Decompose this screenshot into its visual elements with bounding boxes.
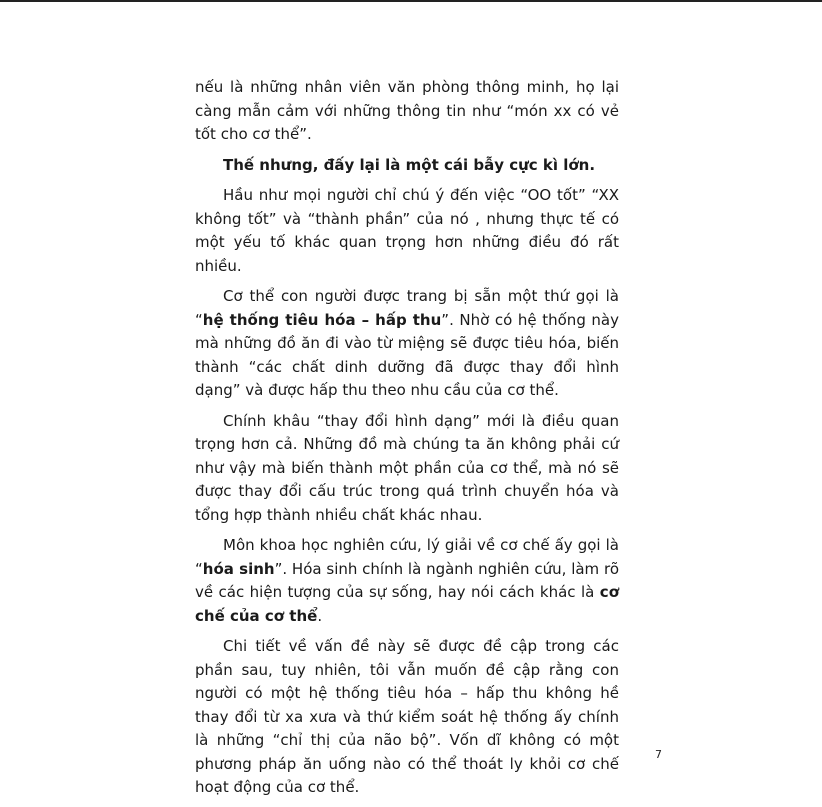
bold-text-run: cơ chế của cơ thể <box>195 583 619 625</box>
bold-text-run: Thế nhưng, đấy lại là một cái bẫy cực kì lớn. <box>223 155 596 174</box>
paragraph <box>195 534 619 628</box>
text-run: Môn khoa học nghiên cứu, lý giải về cơ chế ấy gọi là “ <box>195 536 619 578</box>
text-run: Hầu như mọi người chỉ chú ý đến việc “OO tốt” “XX không tốt” và “thành phần” của nó , nhưng thực tế có một yếu tố khác quan trọng hơn những điều đó rất nhiều. <box>195 186 619 275</box>
paragraph-bold-statement <box>195 154 619 178</box>
bold-text-run: hệ thống tiêu hóa – hấp thu <box>202 310 442 329</box>
text-run: ”. Nhờ có hệ thống này mà những đồ ăn đi vào từ miệng sẽ được tiêu hóa, biến thành “các chất dinh dưỡng đã được thay đổi hình dạng” và được hấp thu theo nhu cầu của cơ thể. <box>195 310 620 399</box>
text-run: ”. Hóa sinh chính là ngành nghiên cứu, làm rõ về các hiện tượng của sự sống, hay nói cách khác là <box>195 559 619 601</box>
text-run: Chính khâu “thay đổi hình dạng” mới là điều quan trọng hơn cả. Những đồ mà chúng ta ăn không phải cứ như vậy mà biến thành một phần của cơ thể, mà nó sẽ được thay đổi cấu trúc trong quá trình chuyển hóa và tổng hợp thành nhiều chất khác nhau. <box>195 411 619 524</box>
book-page-body <box>195 76 619 807</box>
paragraph <box>195 285 619 403</box>
paragraph <box>195 635 619 800</box>
text-run: nếu là những nhân viên văn phòng thông minh, họ lại càng mẫn cảm với những thông tin như “món xx có vẻ tốt cho cơ thể”. <box>195 78 619 143</box>
text-run: Chi tiết về vấn đề này sẽ được đề cập trong các phần sau, tuy nhiên, tôi vẫn muốn đề cập rằng con người có một hệ thống tiêu hóa – hấp thu không hề thay đổi từ xa xưa và thứ kiểm soát hệ thống ấy chính là những “chỉ thị của não bộ”. Vốn dĩ không có một phương pháp ăn uống nào có thể thoát ly khỏi cơ chế hoạt động của cơ thể. <box>195 637 619 796</box>
page-number: 7 <box>655 748 662 761</box>
text-run: . <box>317 606 323 625</box>
top-border-line <box>0 0 822 2</box>
bold-text-run: hóa sinh <box>202 559 275 578</box>
paragraph-continuation <box>195 76 619 147</box>
text-run: Cơ thể con người được trang bị sẵn một thứ gọi là “ <box>195 287 619 329</box>
paragraph <box>195 410 619 528</box>
paragraph <box>195 184 619 278</box>
